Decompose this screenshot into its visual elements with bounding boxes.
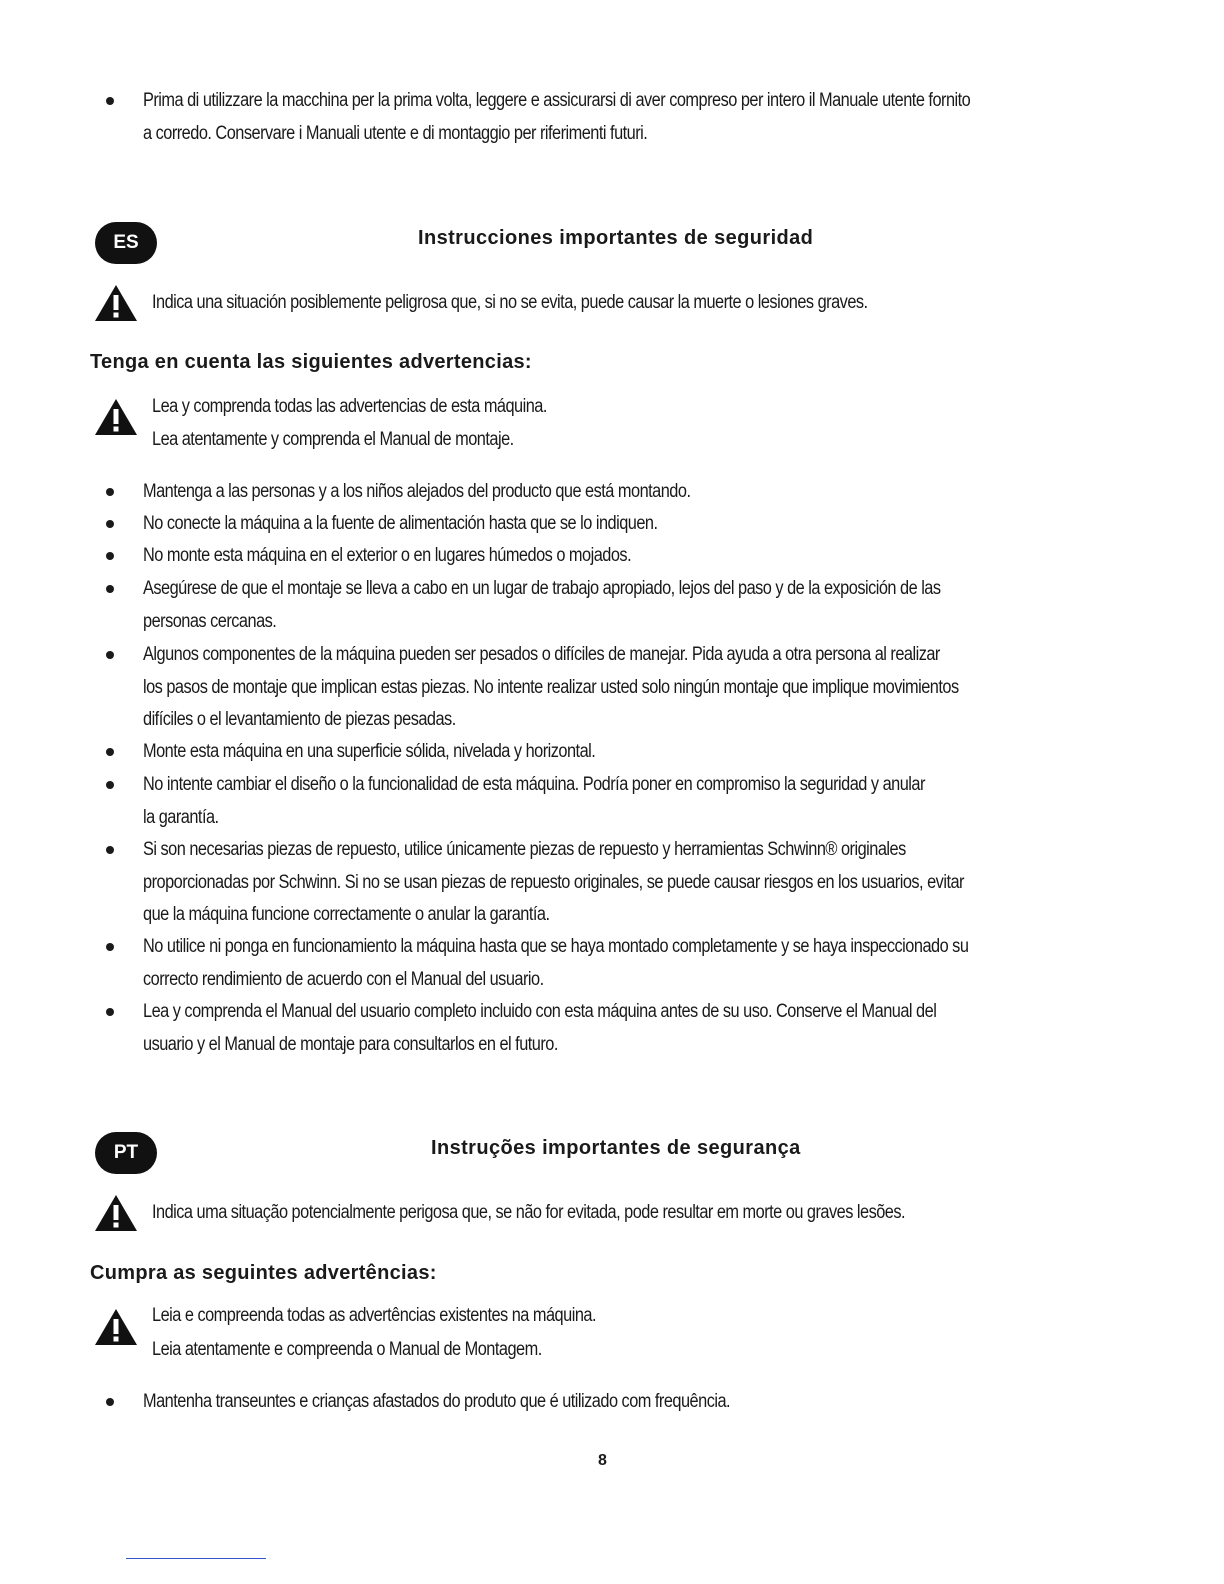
es-bullet-5-line-3: difíciles o el levantamiento de piezas pesadas. [143, 709, 456, 730]
es-bullet-5-line-2: los pasos de montaje que implican estas piezas. No intente realizar usted solo ningún montaje que implique movimientos [143, 677, 959, 698]
bullet-dot [106, 846, 114, 854]
bullet-dot [106, 781, 114, 789]
pt-advice-heading: Cumpra as seguintes advertências: [90, 1262, 437, 1284]
es-warning-line-2: Lea atentamente y comprenda el Manual de montaje. [152, 429, 514, 450]
es-bullet-9-line-1: No utilice ni ponga en funcionamiento la máquina hasta que se haya montado completamente y se haya inspeccionado su [143, 936, 969, 957]
bullet-dot [106, 943, 114, 951]
es-bullet-9-line-2: correcto rendimiento de acuerdo con el Manual del usuario. [143, 969, 544, 990]
es-bullet-4-line-2: personas cercanas. [143, 611, 277, 632]
es-bullet-5-line-1: Algunos componentes de la máquina pueden ser pesados o difíciles de manejar. Pida ayuda a otra persona al realizar [143, 644, 940, 665]
es-bullet-7-line-2: la garantía. [143, 807, 219, 828]
es-bullet-10-line-1: Lea y comprenda el Manual del usuario completo incluido con esta máquina antes de su uso. Conserve el Manual del [143, 1001, 937, 1022]
es-bullet-4-line-1: Asegúrese de que el montaje se lleva a cabo en un lugar de trabajo apropiado, lejos del paso y de la exposición de las [143, 578, 941, 599]
es-bullet-2-line-1: No conecte la máquina a la fuente de alimentación hasta que se lo indiquen. [143, 513, 658, 534]
bullet-dot [106, 585, 114, 593]
es-bullet-8-line-2: proporcionadas por Schwinn. Si no se usan piezas de repuesto originales, se puede causar riesgos en los usuarios, evitar [143, 872, 964, 893]
page-number: 8 [598, 1452, 607, 1469]
warning-icon [94, 398, 138, 436]
pt-bullet-1-line-1: Mantenha transeuntes e crianças afastados do produto que é utilizado com frequência. [143, 1391, 731, 1412]
bullet-dot [106, 748, 114, 756]
pt-warning-line-2: Leia atentamente e compreenda o Manual de Montagem. [152, 1339, 542, 1360]
es-bullet-8-line-3: que la máquina funcione correctamente o anular la garantía. [143, 904, 550, 925]
es-bullet-3-line-1: No monte esta máquina en el exterior o en lugares húmedos o mojados. [143, 545, 632, 566]
language-badge-es: ES [95, 222, 157, 264]
es-warning-intro: Indica una situación posiblemente peligrosa que, si no se evita, puede causar la muerte o lesiones graves. [152, 292, 868, 313]
bullet-dot [106, 651, 114, 659]
bullet-dot [106, 520, 114, 528]
it-bullet-1-line-2: a corredo. Conservare i Manuali utente e di montaggio per riferimenti futuri. [143, 123, 648, 144]
es-bullet-6-line-1: Monte esta máquina en una superficie sólida, nivelada y horizontal. [143, 741, 596, 762]
es-advice-heading: Tenga en cuenta las siguientes advertencias: [90, 351, 532, 373]
bullet-dot [106, 488, 114, 496]
bullet-dot [106, 552, 114, 560]
bullet-dot [106, 97, 114, 105]
bullet-dot [106, 1008, 114, 1016]
warning-icon [94, 1308, 138, 1346]
es-bullet-1-line-1: Mantenga a las personas y a los niños alejados del producto que está montando. [143, 481, 691, 502]
pt-warning-intro: Indica uma situação potencialmente perigosa que, se não for evitada, pode resultar em morte ou graves lesões. [152, 1202, 906, 1223]
es-section-title: Instrucciones importantes de seguridad [418, 227, 814, 249]
es-warning-line-1: Lea y comprenda todas las advertencias de esta máquina. [152, 396, 547, 417]
bullet-dot [106, 1398, 114, 1406]
language-badge-pt: PT [95, 1132, 157, 1174]
pt-warning-line-1: Leia e compreenda todas as advertências existentes na máquina. [152, 1305, 596, 1326]
es-bullet-10-line-2: usuario y el Manual de montaje para consultarlos en el futuro. [143, 1034, 558, 1055]
warning-icon [94, 284, 138, 322]
it-bullet-1-line-1: Prima di utilizzare la macchina per la prima volta, leggere e assicurarsi di aver compreso per intero il Manuale utente fornito [143, 90, 971, 111]
footer-rule [126, 1558, 266, 1559]
es-bullet-8-line-1: Si son necesarias piezas de repuesto, utilice únicamente piezas de repuesto y herramientas Schwinn® originales [143, 839, 906, 860]
es-bullet-7-line-1: No intente cambiar el diseño o la funcionalidad de esta máquina. Podría poner en compromiso la seguridad y anular [143, 774, 925, 795]
warning-icon [94, 1194, 138, 1232]
pt-section-title: Instruções importantes de segurança [431, 1137, 801, 1159]
